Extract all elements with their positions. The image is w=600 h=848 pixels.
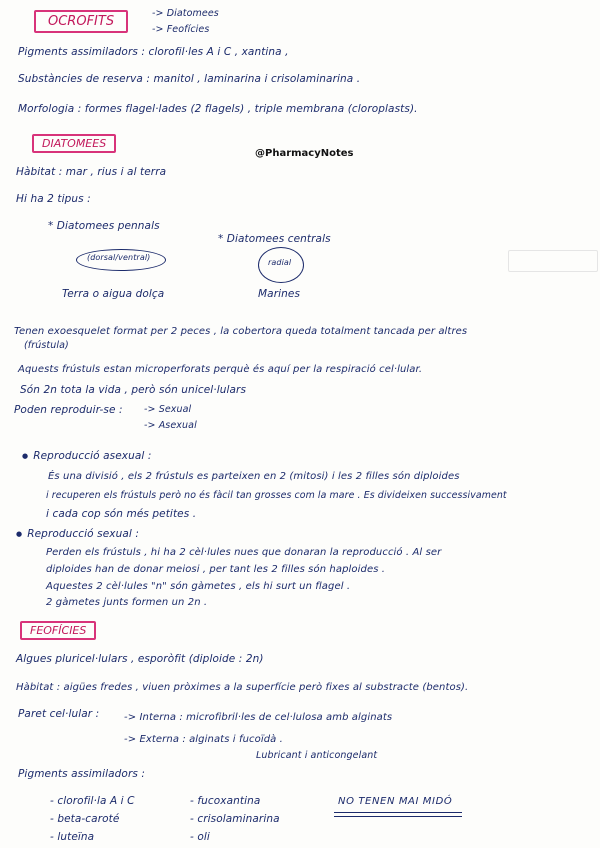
diatomees-habitat: Hàbitat : mar , rius i al terra	[16, 166, 167, 178]
central-shape-label: radial	[268, 258, 292, 267]
pennal-habitat: Terra o aigua dolça	[62, 288, 165, 300]
pigment-betacarote: - beta-caroté	[50, 813, 120, 825]
note-underline-2	[334, 816, 462, 817]
asexual-line-2: i recuperen els frústuls però no és fàcil tan grosses com la mare . Es divideixen successivament	[46, 490, 507, 501]
unicel-line: Són 2n tota la vida , però són unicel·lulars	[20, 384, 247, 396]
pigment-luteina: - luteïna	[50, 831, 95, 843]
frustuls-line: Aquests frústuls estan microperforats perquè és aquí per la respiració cel·lular.	[18, 364, 423, 375]
branch-feoficies: -> Feofícies	[152, 24, 210, 35]
asexual-title: ● Reproducció asexual :	[22, 450, 152, 462]
pennal-shape	[76, 249, 166, 271]
substancies-line: Substàncies de reserva : manitol , laminarina i crisolaminarina .	[18, 73, 361, 85]
paret-extra: Lubricant i anticongelant	[256, 750, 378, 761]
branch-diatomees: -> Diatomees	[152, 8, 219, 19]
reproduir-label: Poden reproduir-se :	[14, 404, 123, 416]
central-shape	[258, 247, 304, 283]
pigment-crisolaminarina: - crisolaminarina	[190, 813, 280, 825]
pigments-line: Pigments assimiladors : clorofil·les A i C , xantina ,	[18, 46, 289, 58]
sexual-line-3: Aquestes 2 cèl·lules "n" són gàmetes , els hi surt un flagel .	[46, 581, 351, 592]
faint-mark	[508, 250, 598, 272]
main-title: OCROFITS	[48, 14, 115, 29]
feoficies-habitat: Hàbitat : aigües fredes , viuen pròximes a la superfície però fixes al substracte (bentos).	[16, 682, 469, 693]
feoficies-title-box	[20, 621, 96, 640]
morfologia-line: Morfologia : formes flagel·lades (2 flagels) , triple membrana (cloroplasts).	[18, 103, 418, 115]
reproduir-sexual: -> Sexual	[144, 404, 192, 415]
pigment-fucoxantina: - fucoxantina	[190, 795, 261, 807]
pennal-shape-label: (dorsal/ventral)	[87, 253, 151, 262]
paret-label: Paret cel·lular :	[18, 708, 100, 720]
asexual-line-1: És una divisió , els 2 frústuls es parteixen en 2 (mitosi) i les 2 filles són diploides	[48, 471, 460, 482]
asexual-line-3: i cada cop són més petites .	[46, 508, 197, 520]
main-title-box	[34, 10, 128, 33]
central-habitat: Marines	[258, 288, 301, 300]
feoficies-title: FEOFÍCIES	[30, 624, 87, 637]
sexual-line-2: diploides han de donar meiosi , per tant les 2 filles són haploides .	[46, 564, 386, 575]
exoesquelet-line-1: Tenen exoesquelet format per 2 peces , la cobertora queda totalment tancada per altres	[14, 326, 468, 337]
pigments-title: Pigments assimiladors :	[18, 768, 146, 780]
sexual-title: ● Reproducció sexual :	[16, 528, 139, 540]
pigment-clorofila: - clorofil·la A i C	[50, 795, 135, 807]
feoficies-algues: Algues pluricel·lulars , esporòfit (diploide : 2n)	[16, 653, 264, 665]
diatomees-title-box	[32, 134, 116, 153]
sexual-line-1: Perden els frústuls , hi ha 2 cèl·lules nues que donaran la reproducció . Al ser	[46, 547, 442, 558]
watermark: @PharmacyNotes	[255, 148, 354, 159]
sexual-line-4: 2 gàmetes junts formen un 2n .	[46, 597, 208, 608]
pigment-oli: - oli	[190, 831, 210, 843]
paret-externa: -> Externa : alginats i fucoïdà .	[124, 734, 283, 745]
reproduir-asexual: -> Asexual	[144, 420, 197, 431]
exoesquelet-line-2: (frústula)	[24, 340, 69, 351]
tipus-pennals: * Diatomees pennals	[48, 220, 160, 232]
tipus-centrals: * Diatomees centrals	[218, 233, 331, 245]
diatomees-title: DIATOMEES	[42, 137, 107, 150]
note-underline-1	[334, 812, 462, 813]
no-mido-note: NO TENEN MAI MIDÓ	[338, 796, 453, 807]
diatomees-tipus: Hi ha 2 tipus :	[16, 193, 91, 205]
paret-interna: -> Interna : microfibril·les de cel·lulosa amb alginats	[124, 712, 393, 723]
